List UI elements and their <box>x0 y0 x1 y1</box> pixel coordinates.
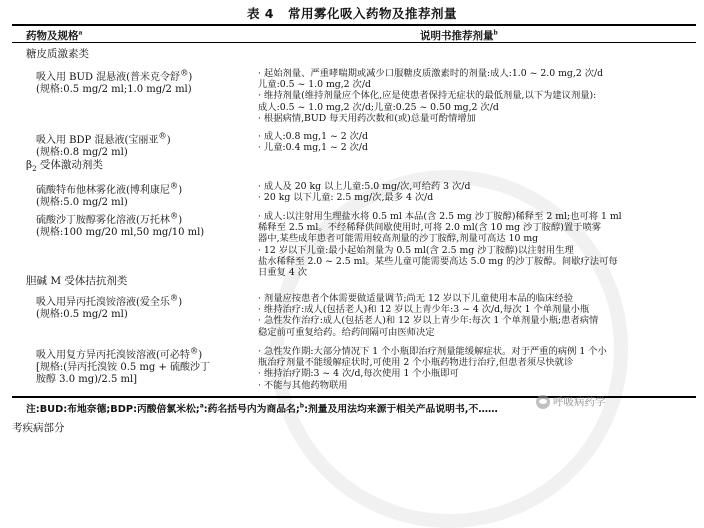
dose-terbutaline: · 成人及 20 kg 以上儿童:5.0 mg/次,可给药 3 次/d · 20 kg 以下儿童: 2.5 mg/次,最多 4 次/d <box>258 181 471 204</box>
header-rule <box>12 42 696 43</box>
section-anticholinergics: 胆碱 M 受体拮抗剂类 <box>26 275 128 287</box>
wechat-icon <box>536 395 550 409</box>
header-drug: 药物及规格$^a$ <box>26 29 83 42</box>
drug-salbutamol: 硫酸沙丁胺醇雾化溶液(万托林®) (规格:100 mg/20 ml,50 mg/10 ml) <box>36 211 205 239</box>
drug-bud: 吸入用 BUD 混悬液(普米克令舒®) (规格:0.5 mg/2 ml;1.0 mg/2 ml) <box>36 68 193 96</box>
dose-bdp: · 成人:0.8 mg,1 ~ 2 次/d · 儿童:0.4 mg,1 ~ 2 次/d <box>258 131 368 154</box>
top-rule <box>12 24 696 26</box>
section-glucocorticoids: 糖皮质激素类 <box>26 48 89 60</box>
drug-compound-ipratropium: 吸入用复方异丙托溴铵溶液(可必特®) [规格:(异丙托溴铵 0.5 mg + 硫酸沙丁 胺醇 3.0 mg)/2.5 ml] <box>36 346 211 386</box>
header-dose: 说明书推荐剂量$^b$ <box>420 29 498 42</box>
wechat-watermark <box>536 394 606 409</box>
dose-ipratropium: · 剂量应按患者个体需要做适量调节;尚无 12 岁以下儿童使用本品的临床经验 · 维持治疗:成人(包括老人)和 12 岁以上青少年:3 ~ 4 次/d,每次 1 个单剂量小瓶 · 急性发作治疗:成人(包括老人)和 12 岁以上青少年:每次 1 个单剂量小瓶;患者病情 稳定前可重复给药。给药间隔可由医师决定 <box>258 293 599 338</box>
dose-bud: · 起始剂量、严重哮喘期或减少口服糖皮质激素时的剂量:成人:1.0 ~ 2.0 mg,2 次/d 儿童:0.5 ~ 1.0 mg,2 次/d · 维持剂量(维持剂量应个体化,应是使患者保持无症状的最低剂量,以下为建议剂量): 成人:0.5 ~ 1.0 mg,2 次/d;儿童:0.25 ~ 0.50 mg,2 次/d · 根据病情,BUD 每天用药次数和(或)总量可酌情增加 <box>258 68 604 124</box>
drug-ipratropium: 吸入用异丙托溴铵溶液(爱全乐®) (规格:0.5 mg/2 ml) <box>36 293 183 321</box>
drug-terbutaline: 硫酸特布他林雾化液(博利康尼®) (规格:5.0 mg/2 ml) <box>36 181 183 209</box>
drug-bdp: 吸入用 BDP 混悬液(宝丽亚®) (规格:0.8 mg/2 ml) <box>36 131 171 159</box>
section-beta2-agonists: $\beta_2$ 受体激动剂类 <box>26 159 103 174</box>
table-caption <box>0 4 704 22</box>
table-footnote: 注:BUD:布地奈德;BDP:丙酸倍氯米松;$^a$:药名括号内为商品名;$^b$:剂量及用法均来源于相关产品说明书,不…… <box>26 402 498 415</box>
table-number: 表 4 <box>246 6 275 21</box>
dose-salbutamol: · 成人:以注射用生理盐水将 0.5 ml 本品(含 2.5 mg 沙丁胺醇)稀释至 2 ml;也可将 1 ml 稀释至 2.5 ml。不经稀释供间歇使用时,可将 2.0 ml(含 10 mg 沙丁胺醇)置于喷雾 器中,某些成年患者可能需用较高剂量的沙丁胺醇,剂量可高达 10 mg · 12 岁以下儿童:最小起始剂量为 0.5 ml(含 2.5 mg 沙丁胺醇)以注射用生理 盐水稀释至 2.0 ~ 2.5 ml。某些儿童可能需要高达 5.0 mg 的沙丁胺醇。间歇疗法可每 日重复 4 次 <box>258 211 622 279</box>
section-footer: 考疾病部分 <box>12 422 65 434</box>
dose-compound-ipratropium: · 急性发作期:大部分情况下 1 个小瓶即治疗剂量能缓解症状。对于严重的病例 1 个小 瓶治疗剂量不能缓解症状时,可使用 2 个小瓶药物进行治疗,但患者须尽快就诊 · 维持治疗期:3 ~ 4 次/d,每次使用 1 个小瓶即可 · 不能与其他药物联用 <box>258 346 607 391</box>
wechat-account: 呼吸病药学 <box>553 396 606 408</box>
table-title: 常用雾化吸入药物及推荐剂量 <box>288 6 458 21</box>
